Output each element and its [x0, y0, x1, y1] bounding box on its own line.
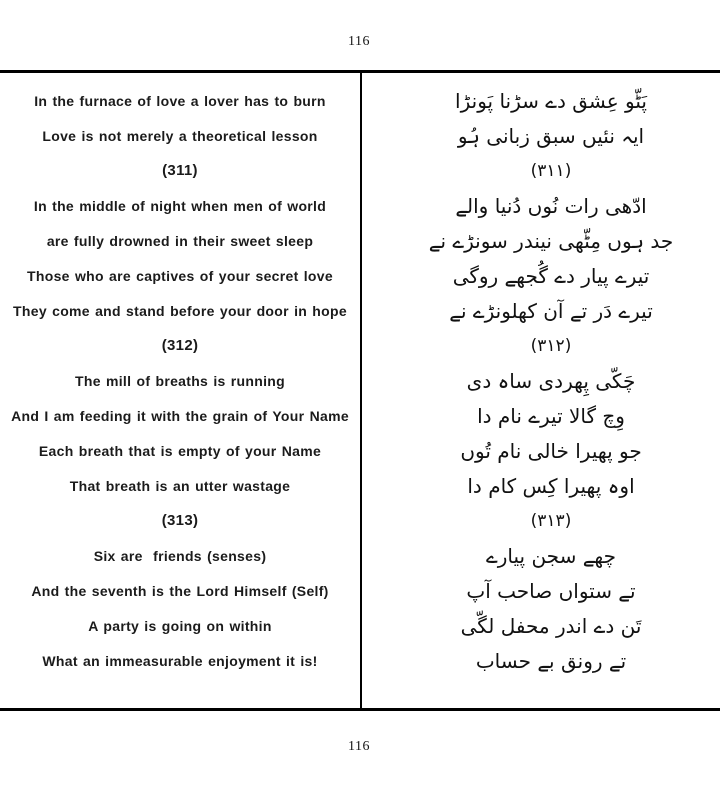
verse-line-urdu: ایہ نئیں سبق زبانی ہُو — [457, 123, 645, 148]
verse-line-english: They come and stand before your door in hope — [13, 302, 347, 319]
verse-line-english: A party is going on within — [88, 617, 272, 634]
verse-line-urdu: تے رونق بے حساب — [475, 648, 627, 673]
stanza-number-urdu: (۳۱۱) — [530, 160, 572, 181]
verse-line-english: Those who are captives of your secret love — [27, 267, 333, 284]
verse-line-english: are fully drowned in their sweet sleep — [46, 232, 314, 249]
verse-line-english: What an immeasurable enjoyment it is! — [42, 652, 318, 669]
verse-line-urdu: تیرے دَر تے آن کھلونڑے نے — [449, 298, 653, 323]
verse-line-urdu: پَٹّو عِشق دے سڑنا پَونڑا — [455, 88, 647, 113]
stanza-number-english: (312) — [161, 337, 199, 354]
verse-line-english: In the middle of night when men of world — [33, 197, 327, 214]
verse-line-english: And the seventh is the Lord Himself (Self) — [31, 582, 329, 599]
stanza-number-urdu: (۳۱۲) — [530, 335, 572, 356]
stanza-number-english: (311) — [162, 162, 198, 179]
verse-line-urdu: جد ہوں مِٹّھی نیندر سونڑے نے — [428, 228, 674, 253]
verse-line-english: Love is not merely a theoretical lesson — [42, 127, 318, 144]
page-number-bottom: 116 — [348, 739, 370, 754]
verse-line-urdu: چھے سجن پیارے — [486, 543, 616, 568]
verse-line-urdu: جو پھیرا خالی نام تُوں — [460, 438, 642, 463]
stanza-number-english: (313) — [161, 512, 199, 529]
page-number-top: 116 — [348, 34, 370, 49]
verse-line-urdu: چَکّی پِھردی ساہ دی — [466, 368, 636, 393]
verse-line-english: Each breath that is empty of your Name — [38, 442, 322, 459]
verse-line-urdu: تے ستواں صاحب آپ — [466, 578, 636, 603]
verse-line-urdu: تیرے پیار دے گُجھے روگی — [452, 263, 650, 288]
verse-line-urdu: وِچ گالا تیرے نام دا — [477, 403, 625, 428]
verse-line-urdu: تَن دے اندر محفل لگّی — [460, 613, 642, 638]
verse-line-english: That breath is an utter wastage — [69, 477, 291, 494]
verse-line-urdu: ادّھی رات نُوں دُنیا والے — [455, 193, 647, 218]
verse-line-english: The mill of breaths is running — [74, 372, 285, 389]
verse-line-urdu: اوہ پھیرا کِس کام دا — [467, 473, 635, 498]
verse-line-english: In the furnace of love a lover has to burn — [34, 92, 326, 109]
verse-line-english: Six are friends (senses) — [93, 547, 267, 564]
page-body-frame — [0, 70, 720, 711]
stanza-number-urdu: (۳۱۳) — [530, 510, 572, 531]
urdu-column — [360, 73, 718, 708]
english-column — [0, 73, 360, 708]
verse-line-english: And I am feeding it with the grain of Your Name — [11, 407, 349, 424]
